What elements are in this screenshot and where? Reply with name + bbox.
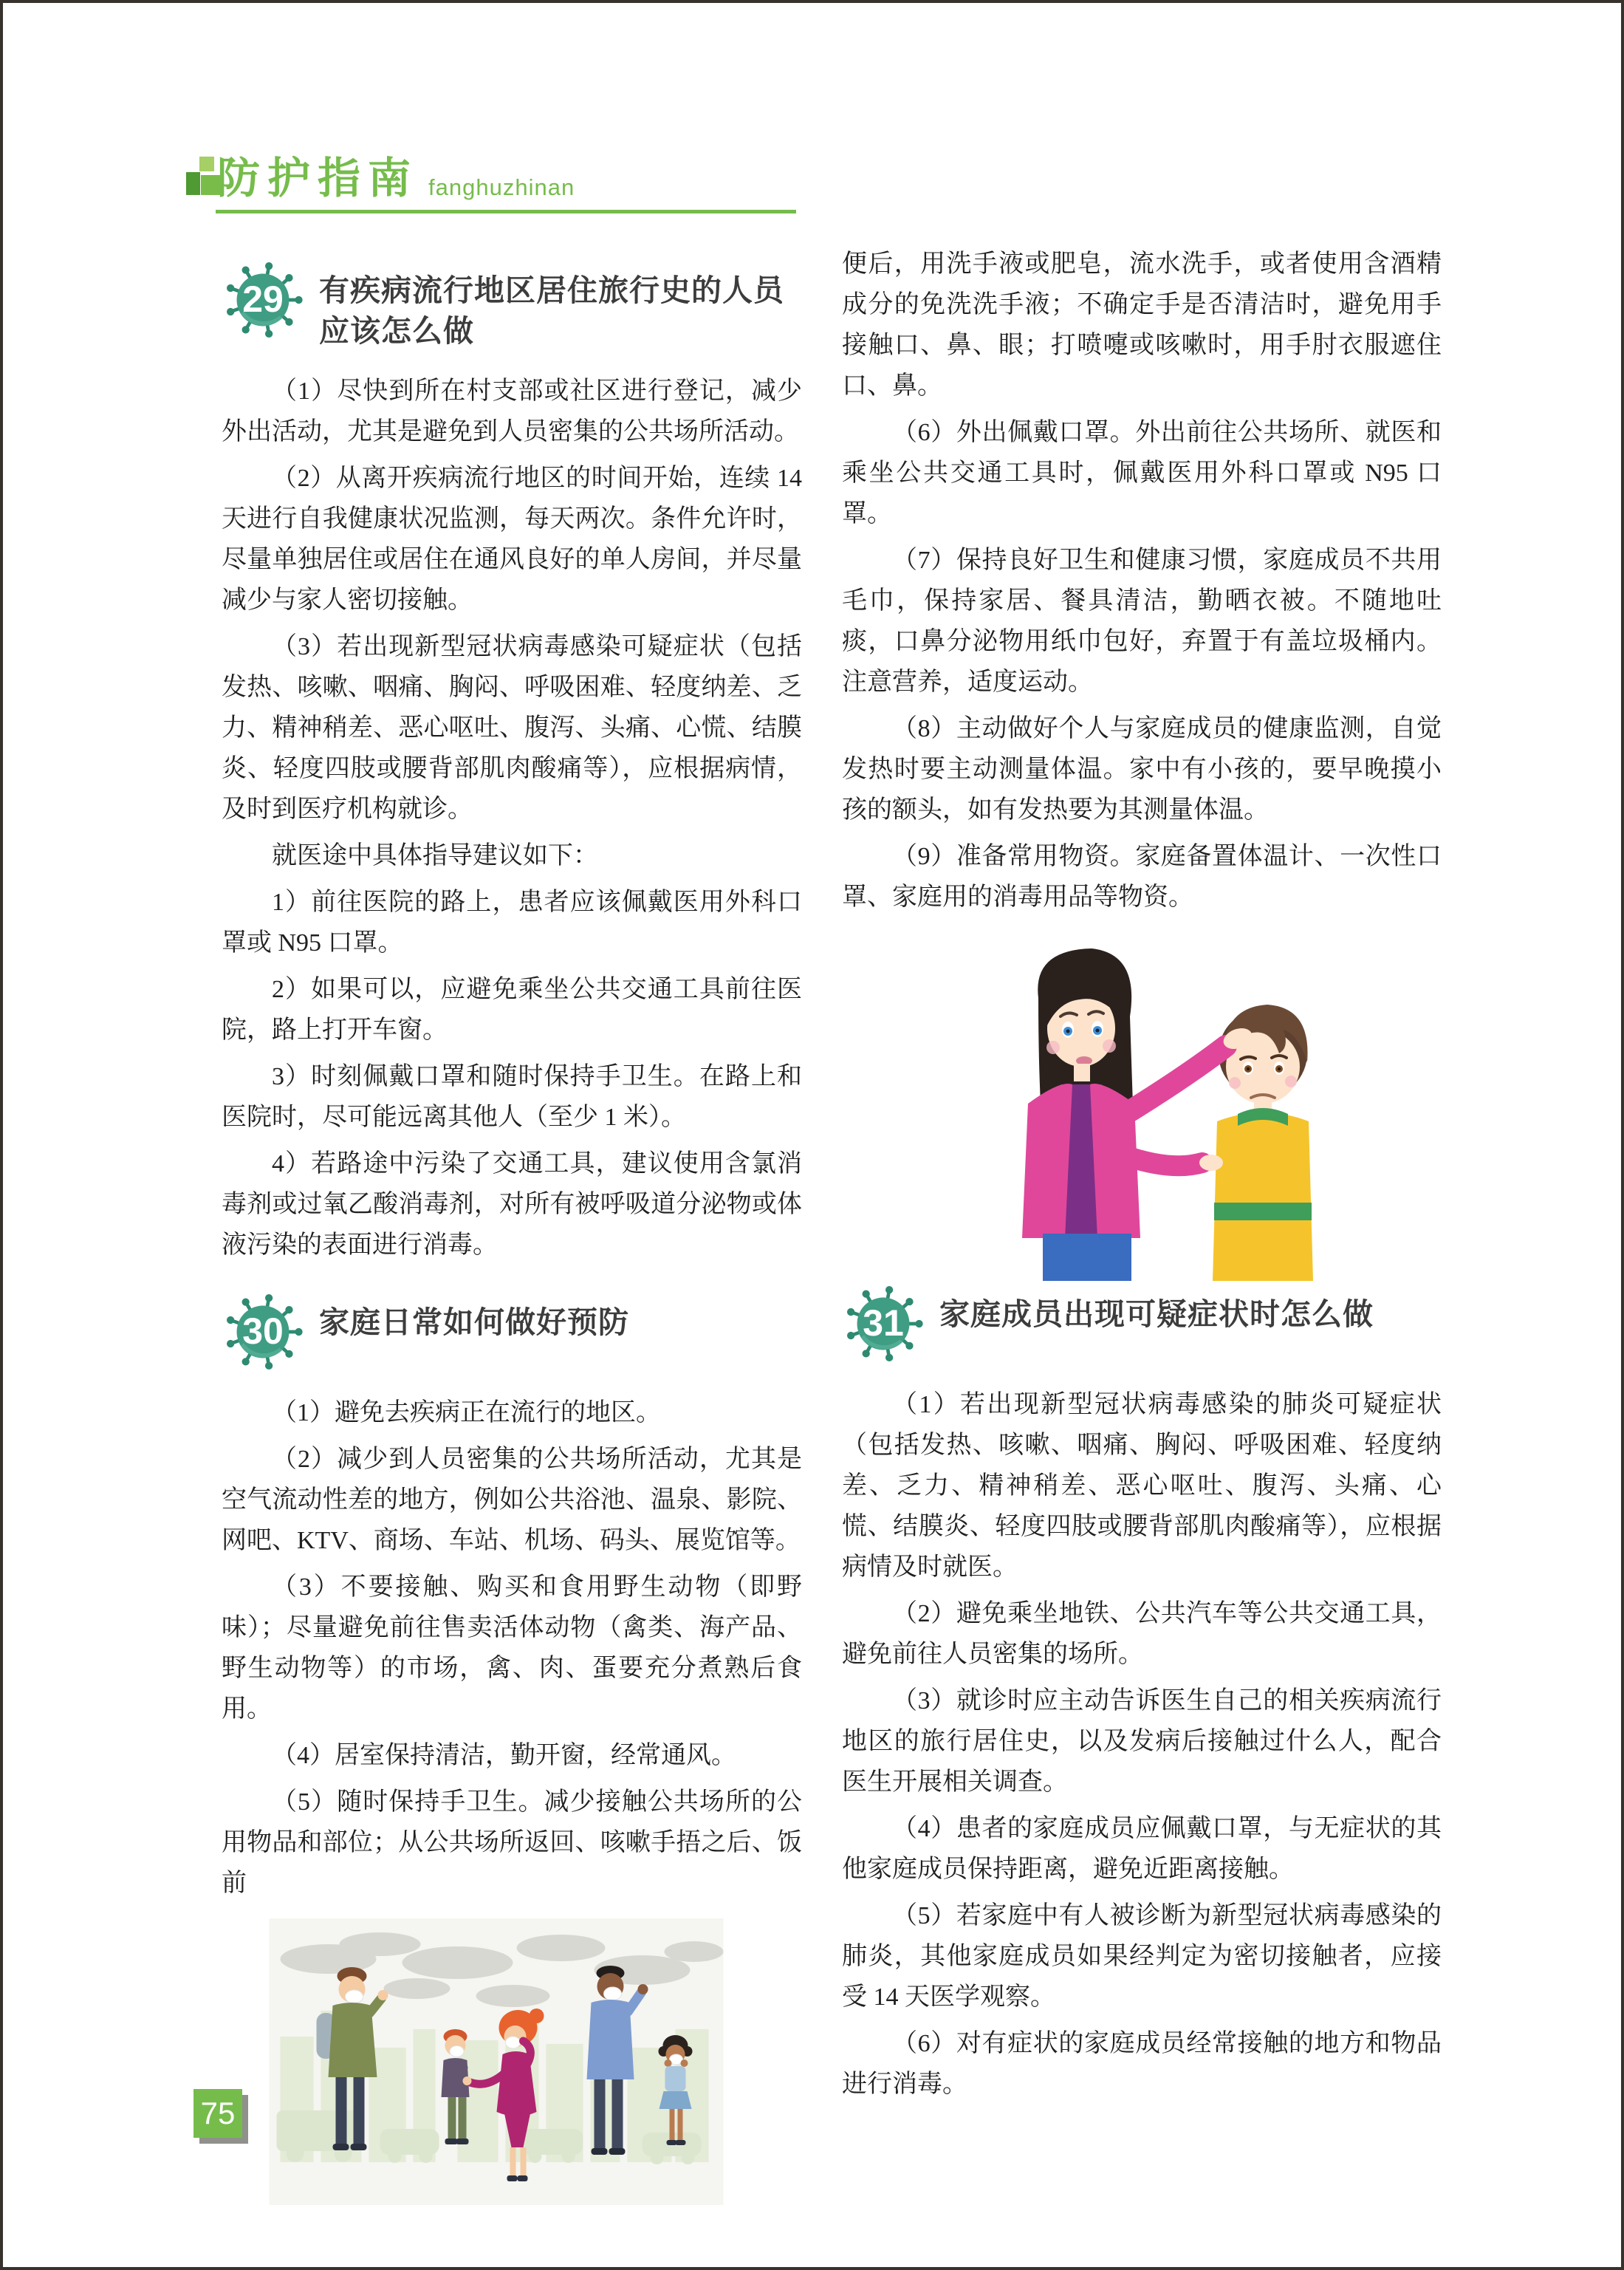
section-29-title-line2: 应该怎么做 — [319, 314, 474, 348]
section-29-title — [319, 264, 784, 352]
paragraph-s29-7: 3）时刻佩戴口罩和随时保持手卫生。在路上和医院时，尽可能远离其他人（至少 1 米）。 — [222, 1063, 802, 1131]
paragraph-s30-6: （6）外出佩戴口罩。外出前往公共场所、就医和乘坐公共交通工具时，佩戴医用外科口罩或 N95 口罩。 — [842, 419, 1442, 527]
section-number: 29 — [242, 278, 284, 320]
paragraph-s31-5: （5）若家庭中有人被诊断为新型冠状病毒感染的肺炎，其他家庭成员如果经判定为密切接触者，应接受 14 天医学观察。 — [842, 1902, 1442, 2011]
section-29-header — [222, 264, 802, 352]
section-number: 31 — [863, 1302, 904, 1344]
brand-subtitle: fanghuzhinan — [428, 174, 575, 200]
paragraph-s31-4: （4）患者的家庭成员应佩戴口罩，与无症状的其他家庭成员保持距离，避免近距离接触。 — [842, 1815, 1442, 1883]
page-number: 75 — [200, 2096, 236, 2130]
virus-badge-31 — [842, 1282, 925, 1365]
section-31-header — [842, 1288, 1442, 1365]
paragraph-s30-8: （8）主动做好个人与家庭成员的健康监测，自觉发热时要主动测量体温。家中有小孩的，要早晚摸小孩的额头，如有发热要为其测量体温。 — [842, 715, 1442, 824]
page-header — [186, 152, 799, 219]
paragraph-s29-3: （3）若出现新型冠状病毒感染可疑症状（包括发热、咳嗽、咽痛、胸闷、呼吸困难、轻度纳差、乏力、精神稍差、恶心呕吐、腹泻、头痛、心慌、结膜炎、轻度四肢或腰背部肌肉酸痛等），应根据病情，及时到医疗机构就诊。 — [222, 633, 802, 823]
brand-title: 防护指南 — [217, 154, 419, 202]
section-30-title: 家庭日常如何做好预防 — [319, 1305, 629, 1339]
paragraph-s30-1: （1）避免去疾病正在流行的地区。 — [272, 1399, 661, 1426]
virus-badge-29 — [222, 259, 304, 341]
header-underline — [216, 210, 796, 213]
paragraph-s31-6: （6）对有症状的家庭成员经常接触的地方和物品进行消毒。 — [842, 2030, 1442, 2098]
masked-people-city-illustration — [267, 1918, 725, 2205]
paragraph-s30-5: （5）随时保持手卫生。减少接触公共场所的公用物品和部位；从公共场所返回、咳嗽手捂之后、饭前 — [222, 1788, 802, 1897]
paragraph-s29-6: 2）如果可以，应避免乘坐公共交通工具前往医院，路上打开车窗。 — [222, 976, 802, 1044]
paragraph-s29-4: 就医途中具体指导建议如下： — [272, 842, 598, 869]
cross-square-top — [199, 157, 214, 171]
left-column — [222, 264, 802, 2205]
virus-badge-30 — [222, 1290, 304, 1373]
paragraph-s31-2: （2）避免乘坐地铁、公共汽车等公共交通工具，避免前往人员密集的场所。 — [842, 1600, 1442, 1668]
paragraph-s30-7: （7）保持良好卫生和健康习惯，家庭成员不共用毛巾，保持家居、餐具清洁，勤晒衣被。不随地吐痰，口鼻分泌物用纸巾包好，弃置于有盖垃圾桶内。注意营养，适度运动。 — [842, 547, 1442, 696]
paragraph-s30-2: （2）减少到人员密集的公共场所活动，尤其是空气流动性差的地方，例如公共浴池、温泉、影院、网吧、KTV、商场、车站、机场、码头、展览馆等。 — [222, 1446, 802, 1554]
paragraph-s29-8: 4）若路途中污染了交通工具，建议使用含氯消毒剂或过氧乙酸消毒剂，对所有被呼吸道分泌物或体液污染的表面进行消毒。 — [222, 1150, 802, 1259]
paragraph-s29-1: （1）尽快到所在村支部或社区进行登记，减少外出活动，尤其是避免到人员密集的公共场所活动。 — [222, 377, 802, 445]
paragraph-s30-9: （9）准备常用物资。家庭备置体温计、一次性口罩、家庭用的消毒用品等物资。 — [842, 843, 1442, 911]
section-31-title: 家庭成员出现可疑症状时怎么做 — [939, 1297, 1374, 1331]
right-column — [842, 244, 1442, 2110]
section-29-title-line1: 有疾病流行地区居住旅行史的人员 — [319, 273, 784, 307]
section-number: 30 — [242, 1310, 284, 1352]
paragraph-s31-3: （3）就诊时应主动告诉医生自己的相关疾病流行地区的旅行居住史，以及发病后接触过什么人，配合医生开展相关调查。 — [842, 1687, 1442, 1796]
paragraph-s29-5: 1）前往医院的路上，患者应该佩戴医用外科口罩或 N95 口罩。 — [222, 889, 802, 957]
paragraph-s30-3: （3）不要接触、购买和食用野生动物（即野味）；尽量避免前往售卖活体动物（禽类、海产品、野生动物等）的市场，禽、肉、蛋要充分煮熟后食用。 — [222, 1573, 802, 1723]
page-number-badge — [193, 2089, 242, 2138]
paragraph-s30-4: （4）居室保持清洁，勤开窗，经常通风。 — [272, 1742, 736, 1769]
cross-square-left — [186, 172, 200, 195]
section-30-header — [222, 1296, 802, 1373]
paragraph-s30-5-continued: 便后，用洗手液或肥皂，流水洗手，或者使用含酒精成分的免洗洗手液；不确定手是否清洁时，避免用手接触口、鼻、眼；打喷嚏或咳嗽时，用手肘衣服遮住口、鼻。 — [842, 250, 1442, 400]
mother-checking-child-temperature-illustration — [973, 928, 1343, 1281]
paragraph-s31-1: （1）若出现新型冠状病毒感染的肺炎可疑症状（包括发热、咳嗽、咽痛、胸闷、呼吸困难、轻度纳差、乏力、精神稍差、恶心呕吐、腹泻、头痛、心慌、结膜炎、轻度四肢或腰背部肌肉酸痛等），应根据病情及时就医。 — [842, 1391, 1442, 1581]
paragraph-s29-2: （2）从离开疾病流行地区的时间开始，连续 14 天进行自我健康状况监测，每天两次。条件允许时，尽量单独居住或居住在通风良好的单人房间，并尽量减少与家人密切接触。 — [222, 465, 802, 614]
